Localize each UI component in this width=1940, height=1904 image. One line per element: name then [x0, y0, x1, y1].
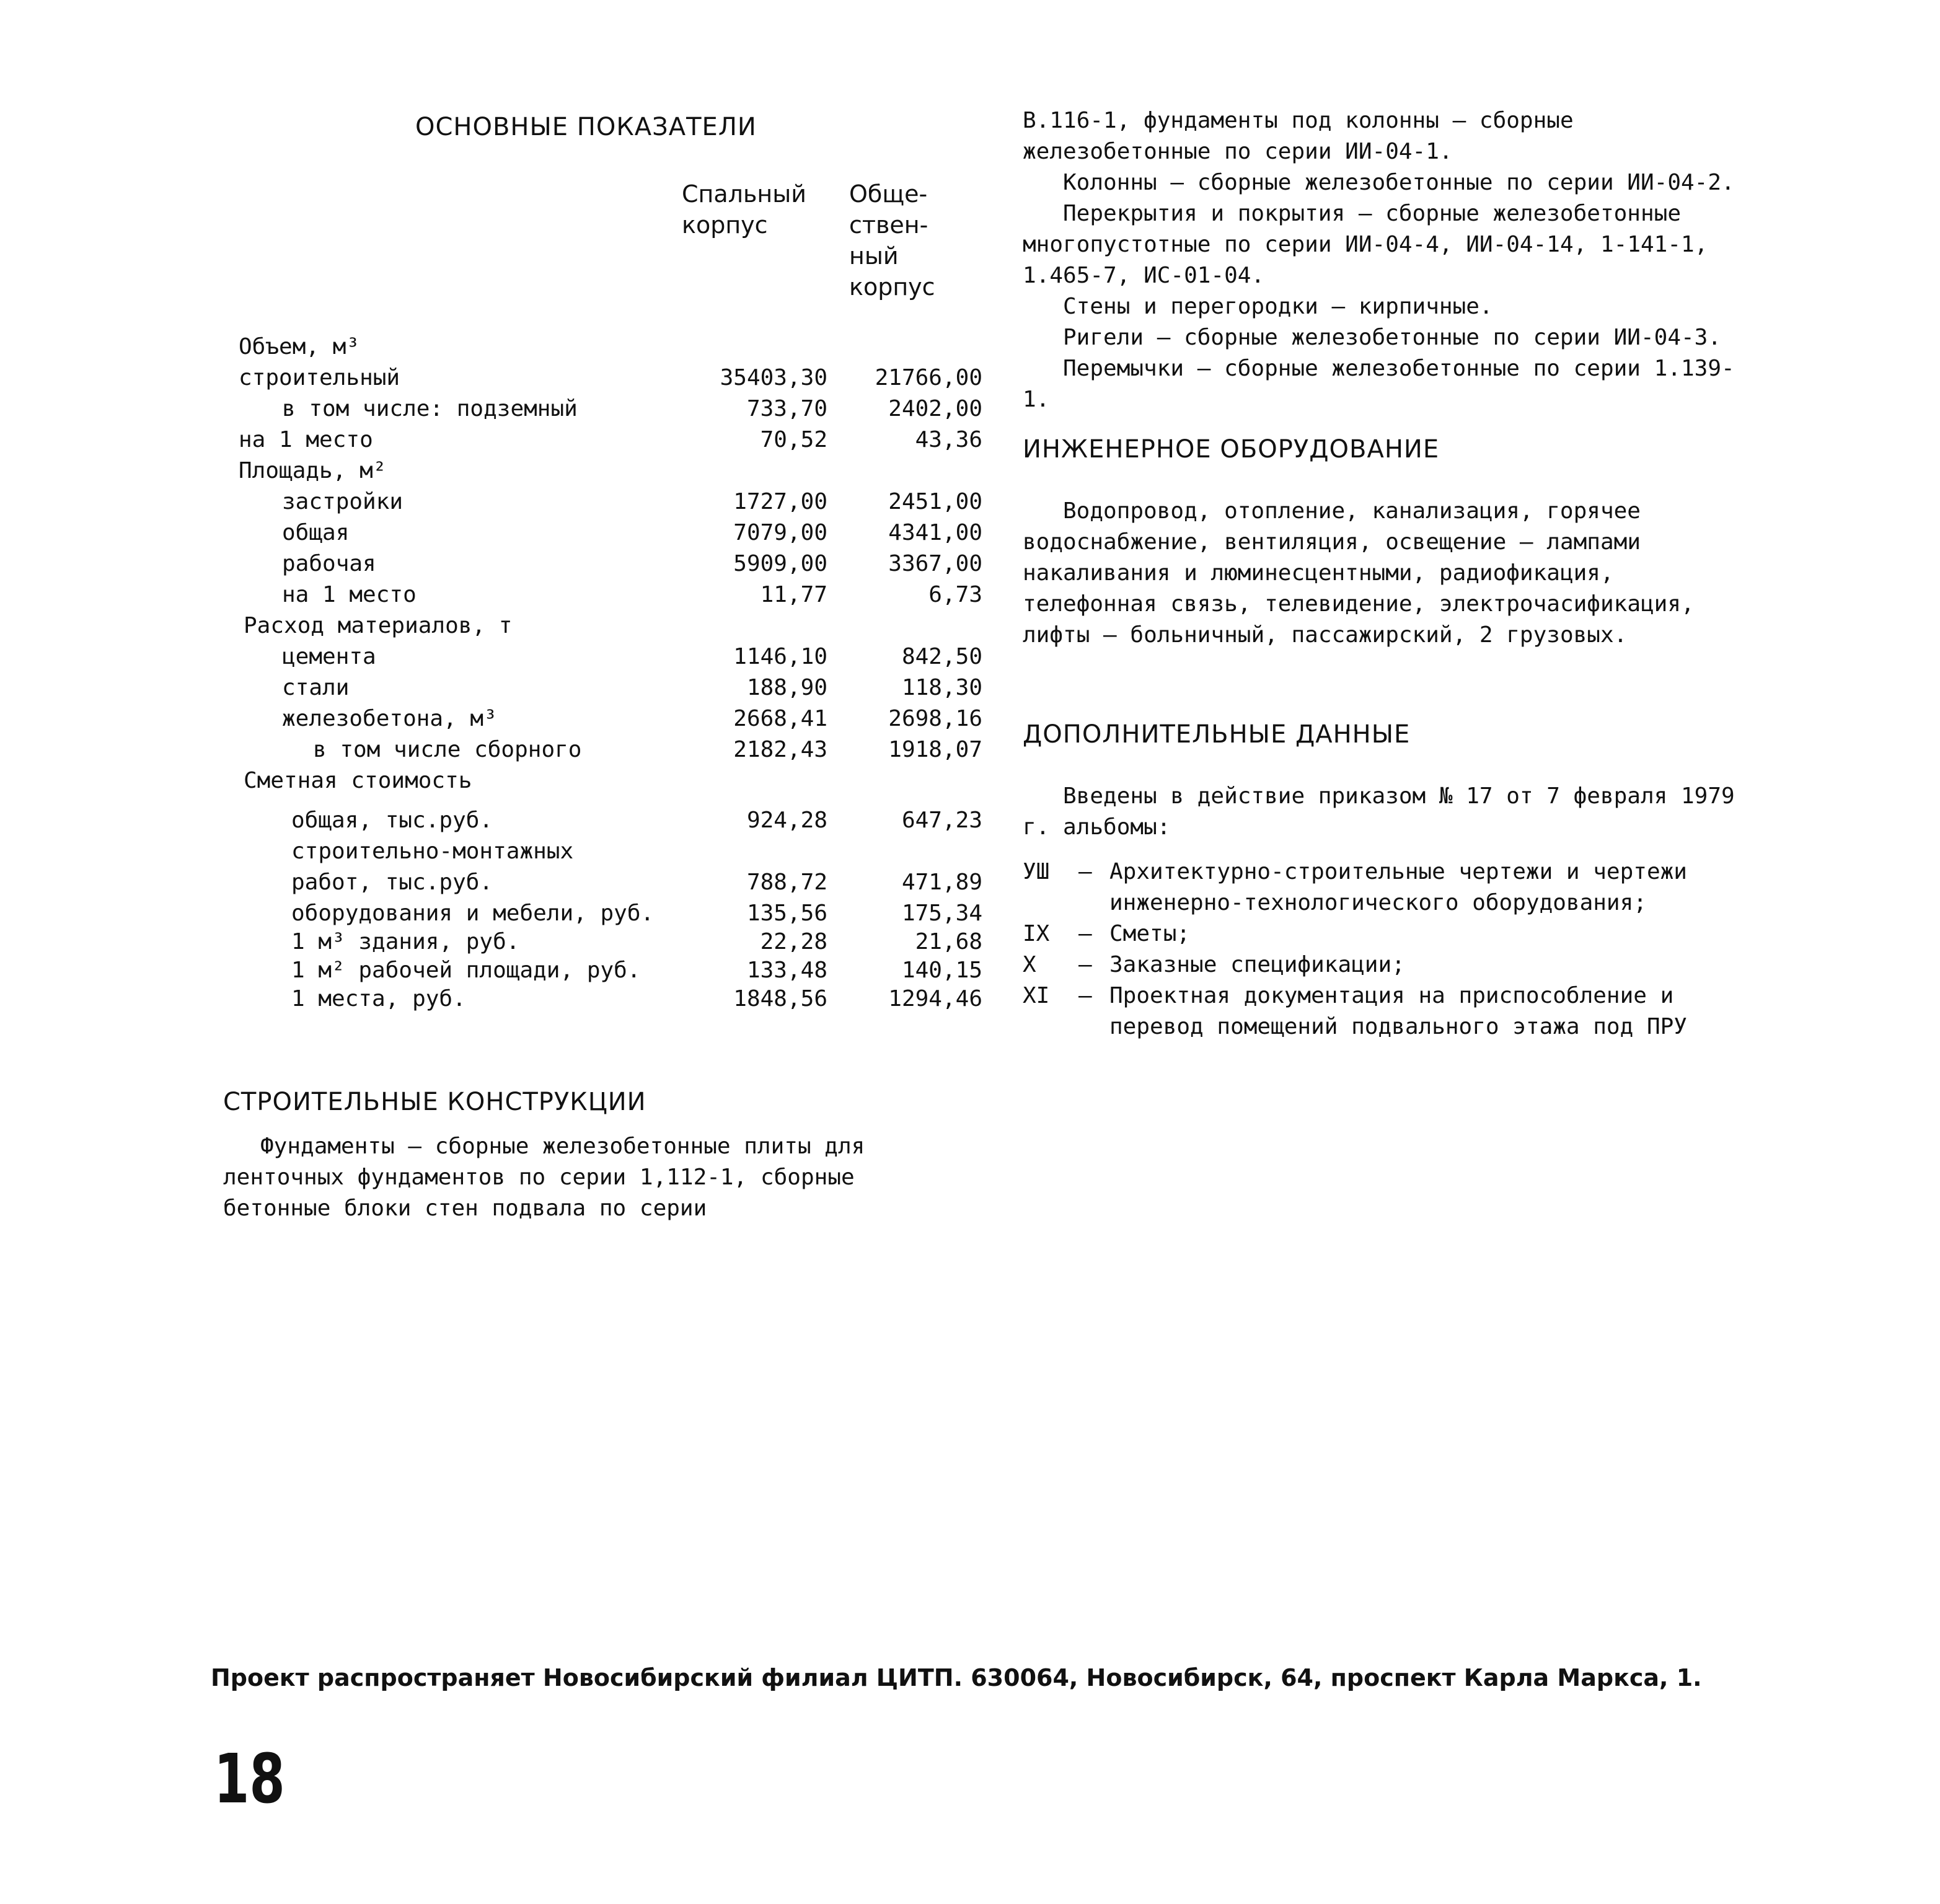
additional-title: ДОПОЛНИТЕЛЬНЫЕ ДАННЫЕ — [1023, 720, 1411, 749]
row-label: застройки — [282, 489, 403, 514]
value-dormitory: 2668,41 — [733, 706, 827, 731]
table-row — [239, 805, 982, 836]
value-public: 647,23 — [901, 808, 982, 833]
column-header-line: корпус — [849, 273, 935, 301]
value-dormitory: 788,72 — [746, 870, 827, 895]
beams-paragraph: Ригели – сборные железобетонные по серии ИИ-04-3. — [1063, 325, 1722, 350]
construction-paragraph: Фундаменты – сборные железобетонные плиты для ленточных фундаментов по серии 1,112-1, сборные бетонные блоки стен подвала по серии — [223, 1134, 865, 1221]
column-header-line: Обще- — [849, 180, 928, 208]
value-public: 175,34 — [901, 901, 982, 926]
album-code: XI — [1023, 983, 1050, 1008]
value-dormitory: 135,56 — [746, 901, 827, 926]
value-dormitory: 188,90 — [746, 675, 827, 700]
album-text: Архитектурно-строительные чертежи и чертежи инженерно-технологического оборудования; — [1109, 859, 1687, 915]
right-column — [1023, 105, 1735, 1042]
value-dormitory: 35403,30 — [720, 365, 827, 390]
value-public: 842,50 — [901, 644, 982, 669]
table-row — [239, 549, 982, 580]
engineering-title: ИНЖЕНЕРНОЕ ОБОРУДОВАНИЕ — [1023, 435, 1440, 464]
row-label: стали — [282, 675, 350, 700]
table-row — [239, 703, 982, 734]
row-label: 1 места, руб. — [291, 986, 466, 1011]
row-label: работ, тыс.руб. — [291, 870, 493, 895]
album-item — [1023, 919, 1735, 950]
table-row — [239, 734, 982, 765]
album-code: X — [1023, 952, 1036, 977]
columns-paragraph: Колонны – сборные железобетонные по серии ИИ-04-2. — [1063, 170, 1735, 195]
column-header-line: корпус — [682, 211, 768, 239]
row-label: в том числе сборного — [313, 737, 582, 762]
value-dormitory: 1727,00 — [733, 489, 827, 514]
table-row — [239, 984, 982, 1012]
value-dormitory: 133,48 — [746, 958, 827, 983]
table-row — [239, 518, 982, 549]
value-public: 2698,16 — [888, 706, 982, 731]
row-label: рабочая — [282, 551, 376, 576]
value-dormitory: 70,52 — [760, 427, 827, 452]
table-row — [239, 955, 982, 984]
row-label: в том числе: подземный — [282, 396, 578, 421]
row-label: Объем, м³ — [239, 334, 360, 359]
table-row — [239, 867, 982, 898]
album-item — [1023, 857, 1735, 919]
value-dormitory: 2182,43 — [733, 737, 827, 762]
album-dash: – — [1078, 983, 1092, 1008]
table-row — [239, 672, 982, 703]
value-dormitory: 733,70 — [746, 396, 827, 421]
value-dormitory: 11,77 — [760, 582, 827, 607]
value-public: 2451,00 — [888, 489, 982, 514]
walls-paragraph: Стены и перегородки – кирпичные. — [1063, 294, 1493, 319]
row-label: Расход материалов, т — [244, 613, 513, 638]
value-public: 21,68 — [915, 929, 982, 954]
additional-intro: Введены в действие приказом № 17 от 7 февраля 1979 г. альбомы: — [1023, 783, 1735, 840]
value-dormitory: 7079,00 — [733, 520, 827, 545]
row-label: строительный — [239, 365, 400, 390]
value-dormitory: 22,28 — [760, 929, 827, 954]
column-header-line: Спальный — [682, 180, 806, 208]
value-public: 3367,00 — [888, 551, 982, 576]
floors-paragraph: Перекрытия и покрытия – сборные железобетонные многопустотные по серии ИИ-04-4, ИИ-04-14, 1-141-1, 1.465-7, ИС-01-04. — [1023, 201, 1708, 288]
row-label: на 1 место — [282, 582, 417, 607]
album-dash: – — [1078, 952, 1092, 977]
table-row — [239, 425, 982, 456]
value-dormitory: 924,28 — [746, 808, 827, 833]
album-text: Сметы; — [1109, 921, 1191, 946]
table-row — [239, 456, 982, 487]
table-row — [239, 765, 982, 796]
row-label: Площадь, м² — [239, 458, 387, 483]
row-label: Сметная стоимость — [244, 768, 472, 793]
row-label: оборудования и мебели, руб. — [291, 901, 655, 926]
value-public: 2402,00 — [888, 396, 982, 421]
album-dash: – — [1078, 859, 1092, 884]
value-public: 471,89 — [901, 870, 982, 895]
row-label: 1 м² рабочей площади, руб. — [291, 958, 641, 983]
construction-title: СТРОИТЕЛЬНЫЕ КОНСТРУКЦИИ — [223, 1088, 646, 1116]
engineering-text: Водопровод, отопление, канализация, горячее водоснабжение, вентиляция, освещение – лампами накаливания и люминесцентными, радиофикация, телефонная связь, телевидение, электрочасификация, лифты – больничный, пассажирский, 2 грузовых. — [1023, 498, 1695, 648]
table-row — [239, 332, 982, 363]
value-public: 118,30 — [901, 675, 982, 700]
value-public: 1294,46 — [888, 986, 982, 1011]
table-row — [239, 641, 982, 672]
album-text: Проектная документация на приспособление и перевод помещений подвального этажа под ПРУ — [1109, 983, 1687, 1039]
value-public: 4341,00 — [888, 520, 982, 545]
table-row — [239, 394, 982, 425]
row-label: строительно-монтажных — [291, 839, 574, 864]
lintels-paragraph: Перемычки – сборные железобетонные по серии 1.139-1. — [1023, 356, 1735, 412]
table-row — [239, 487, 982, 518]
row-label: общая — [282, 520, 350, 545]
table-row — [239, 580, 982, 610]
row-label: на 1 место — [239, 427, 373, 452]
album-dash: – — [1078, 921, 1092, 946]
value-public: 1918,07 — [888, 737, 982, 762]
album-item — [1023, 981, 1735, 1042]
distributor-footer: Проект распространяет Новосибирский филиал ЦИТП. 630064, Новосибирск, 64, проспект Карла Маркса, 1. — [211, 1664, 1702, 1691]
value-public: 21766,00 — [875, 365, 982, 390]
album-code: УШ — [1023, 859, 1050, 884]
main-indicators-title: ОСНОВНЫЕ ПОКАЗАТЕЛИ — [415, 113, 757, 141]
construction-continued: В.116-1, фундаменты под колонны – сборные железобетонные по серии ИИ-04-1. — [1023, 108, 1574, 164]
page-number: 18 — [214, 1739, 285, 1818]
album-code: IX — [1023, 921, 1050, 946]
value-dormitory: 1146,10 — [733, 644, 827, 669]
indicators-table — [239, 332, 982, 1012]
row-label: 1 м³ здания, руб. — [291, 929, 520, 954]
construction-text — [223, 1131, 924, 1224]
value-public: 140,15 — [901, 958, 982, 983]
table-row — [239, 610, 982, 641]
table-row — [239, 898, 982, 927]
value-public: 6,73 — [928, 582, 982, 607]
column-header-line: ный — [849, 242, 899, 270]
album-text: Заказные спецификации; — [1109, 952, 1405, 977]
row-label: железобетона, м³ — [282, 706, 497, 731]
table-row — [239, 363, 982, 394]
table-row — [239, 836, 982, 867]
column-header-public — [849, 178, 935, 302]
album-item — [1023, 950, 1735, 981]
value-dormitory: 5909,00 — [733, 551, 827, 576]
column-header-line: ствен- — [849, 211, 928, 239]
table-row — [239, 927, 982, 955]
value-dormitory: 1848,56 — [733, 986, 827, 1011]
value-public: 43,36 — [915, 427, 982, 452]
row-label: общая, тыс.руб. — [291, 808, 493, 833]
column-header-dormitory — [682, 178, 806, 240]
row-label: цемента — [282, 644, 376, 669]
